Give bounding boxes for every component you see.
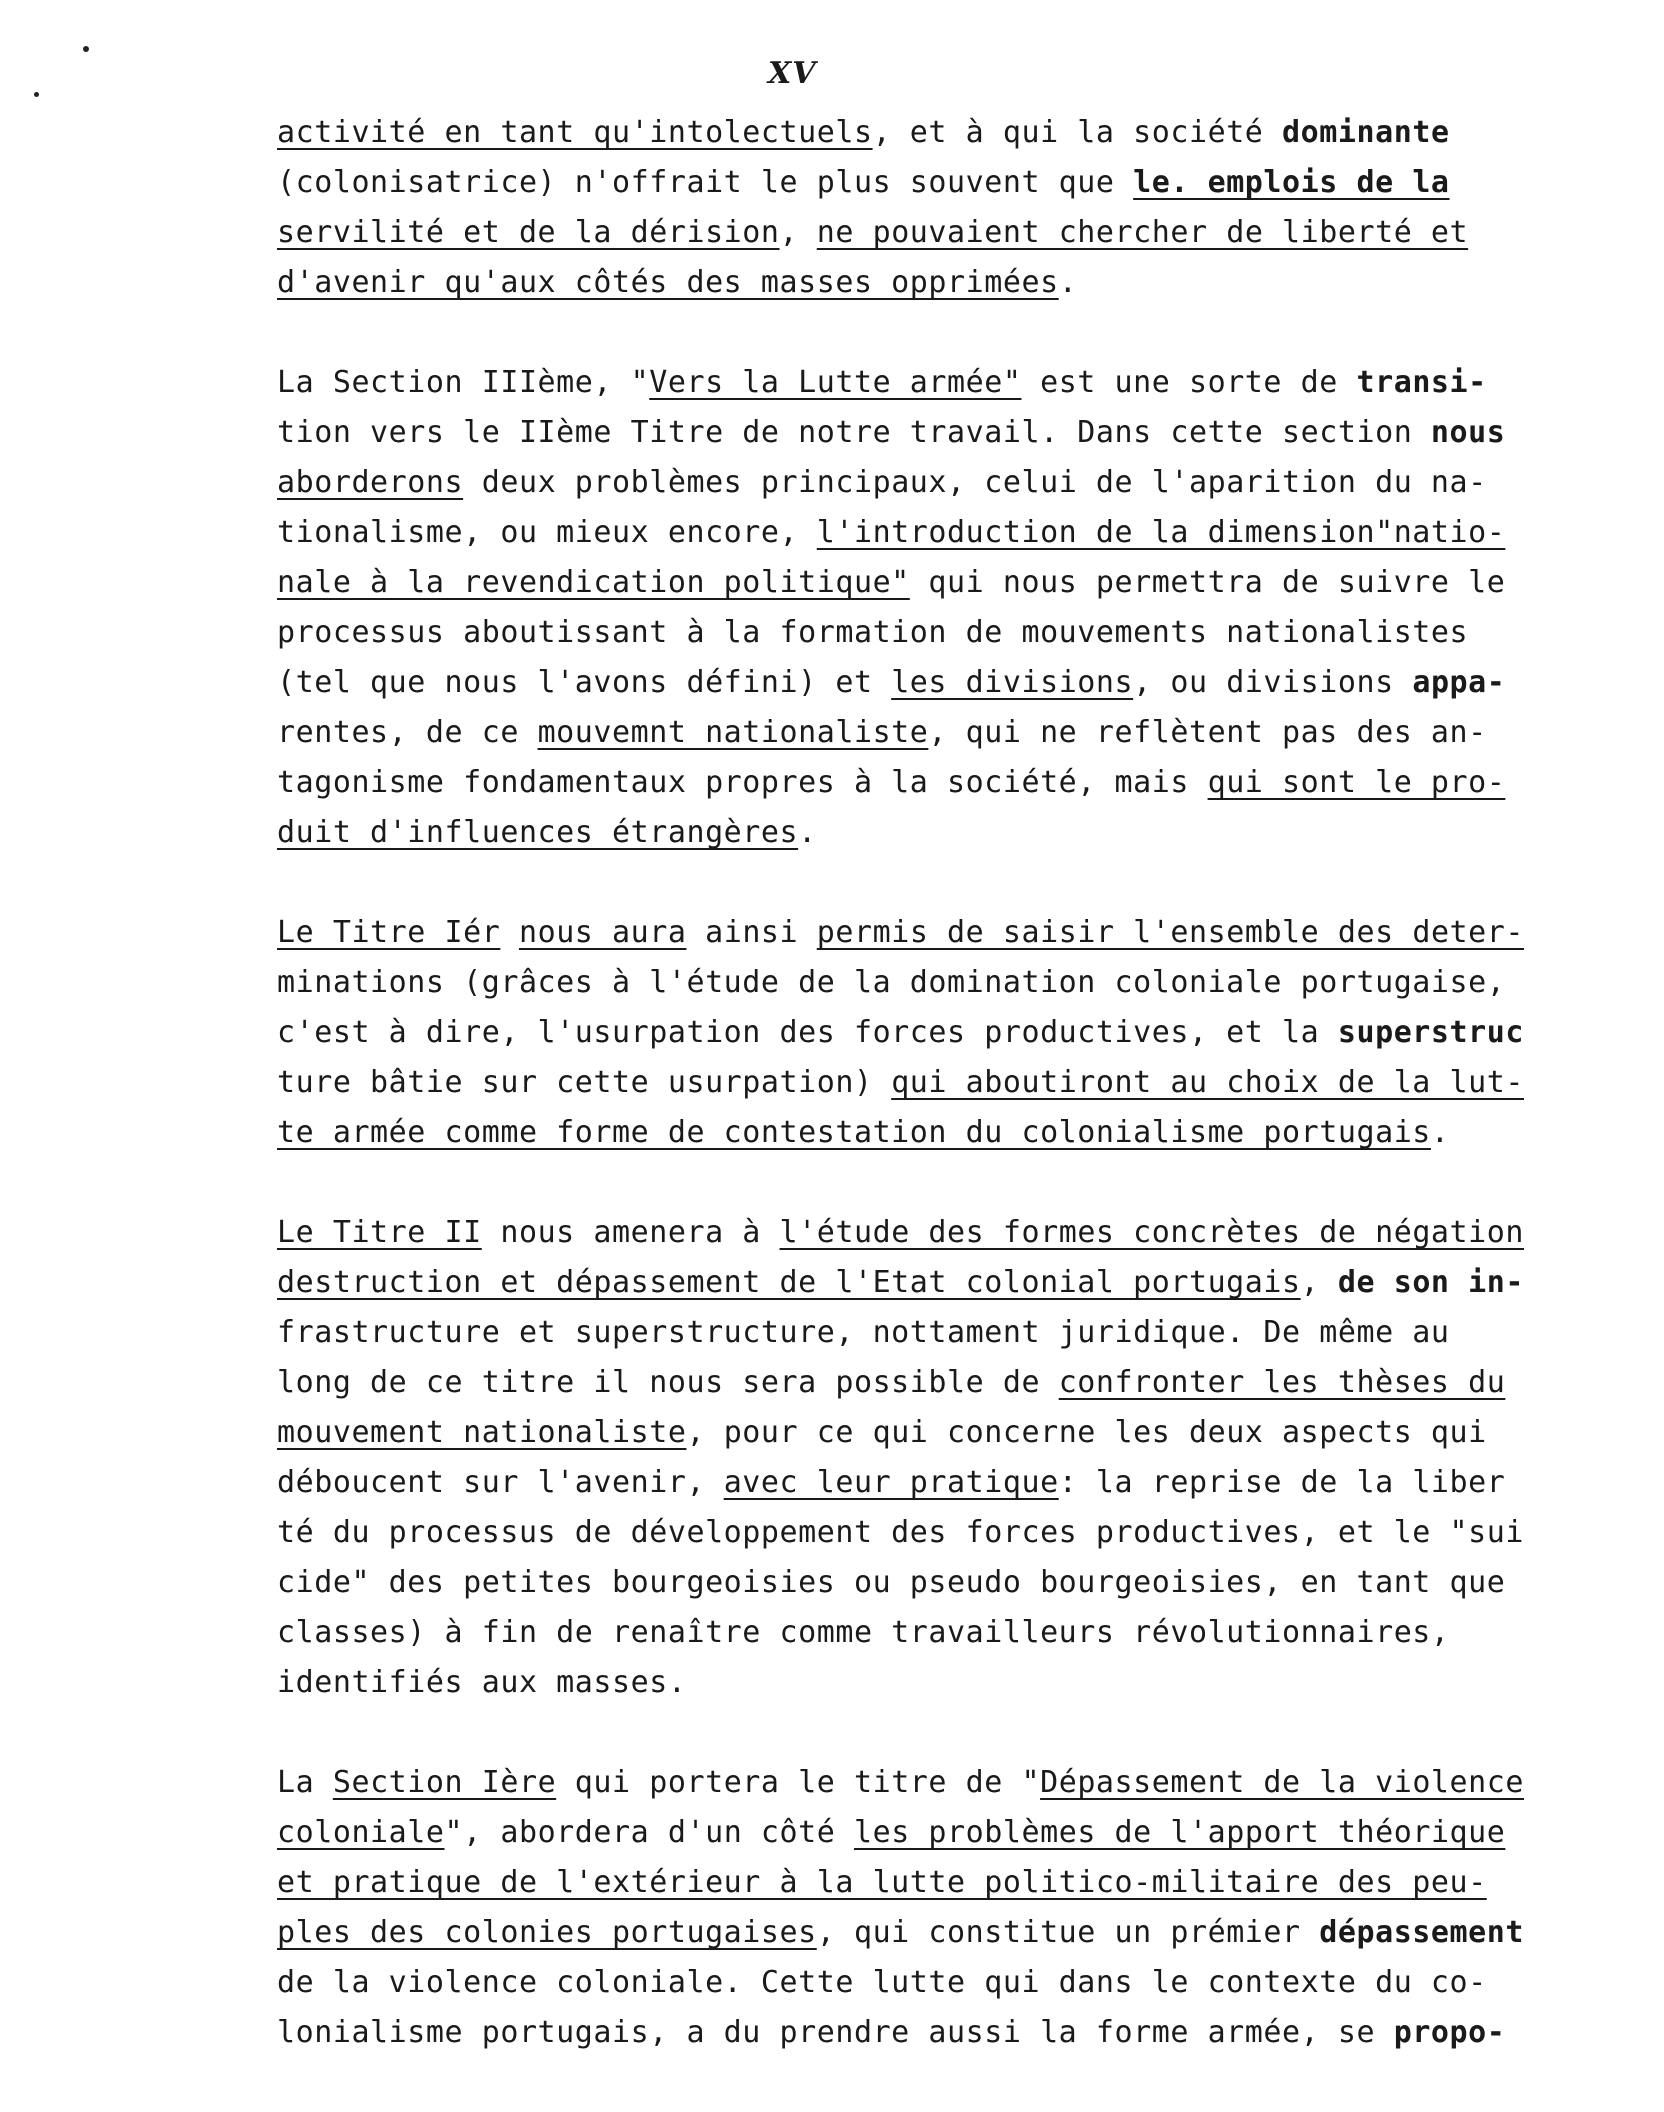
paragraph: [277, 1208, 1647, 1708]
text-segment: ", abordera d'un côté: [444, 1815, 854, 1850]
text-segment: tagonisme fondamentaux propres à la société, mais: [277, 765, 1208, 800]
text-line: [277, 208, 1647, 258]
text-segment: , qui ne reflètent pas des an-: [928, 715, 1487, 750]
underlined-text: avec leur pratique: [723, 1465, 1059, 1500]
underlined-text: Le Titre Iér: [277, 915, 501, 950]
underlined-text: coloniale: [277, 1815, 445, 1850]
text-segment: minations (grâces à l'étude de la domination coloniale portugaise,: [277, 965, 1506, 1000]
text-segment: , ou divisions: [1133, 665, 1413, 700]
text-line: [277, 608, 1647, 658]
text-line: [277, 1808, 1647, 1858]
underlined-text: d'avenir qu'aux côtés des masses opprimées: [277, 265, 1059, 300]
text-segment: .: [1430, 1115, 1450, 1150]
underlined-text: mouvement nationaliste: [277, 1415, 687, 1450]
text-line: [277, 1758, 1647, 1808]
paragraph: [277, 908, 1647, 1158]
text-segment: La Section IIIème, ": [277, 365, 650, 400]
paragraph-gap: [277, 1708, 1647, 1758]
underlined-text: le. emplois de la: [1133, 165, 1450, 200]
paragraph: [277, 358, 1647, 858]
underlined-text: qui aboutiront au choix de la lut-: [891, 1065, 1524, 1100]
scan-speck: [34, 92, 39, 97]
text-line: [277, 1908, 1647, 1958]
text-segment: ture bâtie sur cette usurpation): [277, 1065, 892, 1100]
underlined-text: l'introduction de la dimension"natio-: [816, 515, 1506, 550]
underlined-text: nous aura: [518, 915, 687, 950]
underlined-text: Vers la Lutte armée": [649, 365, 1022, 400]
text-segment: rentes, de ce: [277, 715, 538, 750]
text-segment: [500, 915, 519, 950]
underlined-text: aborderons: [277, 465, 464, 500]
underlined-text: Dépassement de la violence: [1040, 1765, 1524, 1800]
underlined-text: Le Titre II: [277, 1215, 482, 1250]
text-segment: , qui constitue un prémier: [816, 1915, 1320, 1950]
text-segment: c'est à dire, l'usurpation des forces productives, et la: [277, 1015, 1338, 1050]
text-line: [277, 1858, 1647, 1908]
text-segment: processus aboutissant à la formation de mouvements nationalistes: [277, 615, 1469, 650]
text-line: [277, 2008, 1647, 2058]
text-segment: frastructure et superstructure, nottament juridique. De même au: [277, 1315, 1450, 1350]
text-segment: qui portera le titre de ": [556, 1765, 1041, 1800]
text-segment: dépassement: [1319, 1915, 1524, 1950]
text-line: [277, 658, 1647, 708]
text-line: [277, 408, 1647, 458]
text-line: [277, 358, 1647, 408]
underlined-text: les divisions: [891, 665, 1134, 700]
text-segment: dominante: [1282, 115, 1450, 150]
text-segment: té du processus de développement des forces productives, et le "sui: [277, 1515, 1524, 1550]
text-segment: cide" des petites bourgeoisies ou pseudo bourgeoisies, en tant que: [277, 1565, 1506, 1600]
underlined-text: activité en tant qu'intolectuels: [277, 115, 873, 150]
text-segment: long de ce titre il nous sera possible de: [277, 1365, 1059, 1400]
paragraph-gap: [277, 858, 1647, 908]
text-line: [277, 1258, 1647, 1308]
text-segment: appa-: [1412, 665, 1506, 700]
text-segment: lonialisme portugais, a du prendre aussi la forme armée, se: [277, 2015, 1394, 2050]
text-segment: classes) à fin de renaître comme travailleurs révolutionnaires,: [277, 1615, 1469, 1650]
text-line: [277, 1658, 1647, 1708]
text-segment: nous: [1430, 415, 1506, 450]
text-line: [277, 758, 1647, 808]
text-segment: superstruc: [1337, 1015, 1524, 1050]
underlined-text: duit d'influences étrangères: [277, 815, 799, 850]
underlined-text: destruction et dépassement de l'Etat colonial portugais: [277, 1265, 1301, 1300]
text-line: [277, 1508, 1647, 1558]
page-number: XV: [768, 56, 817, 91]
paragraph-gap: [277, 1158, 1647, 1208]
text-line: [277, 1608, 1647, 1658]
text-line: [277, 1308, 1647, 1358]
underlined-text: servilité et de la dérision: [277, 215, 780, 250]
paragraph: [277, 1758, 1647, 2058]
text-segment: , pour ce qui concerne les deux aspects qui: [686, 1415, 1487, 1450]
text-segment: (colonisatrice) n'offrait le plus souvent que: [277, 165, 1134, 200]
text-segment: déboucent sur l'avenir,: [277, 1465, 724, 1500]
body-text: [277, 108, 1647, 2058]
text-segment: transi-: [1356, 365, 1487, 400]
paragraph-gap: [277, 308, 1647, 358]
text-line: [277, 1058, 1647, 1108]
text-line: [277, 1458, 1647, 1508]
text-segment: La: [277, 1765, 333, 1800]
underlined-text: et pratique de l'extérieur à la lutte politico-militaire des peu-: [277, 1865, 1487, 1900]
text-segment: est une sorte de: [1021, 365, 1357, 400]
text-line: [277, 558, 1647, 608]
text-segment: : la reprise de la liber: [1058, 1465, 1506, 1500]
text-line: [277, 1108, 1647, 1158]
text-segment: ainsi: [686, 915, 817, 950]
underlined-text: qui sont le pro-: [1207, 765, 1506, 800]
text-segment: de la violence coloniale. Cette lutte qui dans le contexte du co-: [277, 1965, 1487, 2000]
text-line: [277, 158, 1647, 208]
text-segment: (tel que nous l'avons défini) et: [277, 665, 892, 700]
text-line: [277, 1208, 1647, 1258]
text-line: [277, 108, 1647, 158]
underlined-text: mouvemnt nationaliste: [537, 715, 929, 750]
underlined-text: nale à la revendication politique": [277, 565, 910, 600]
text-segment: tionalisme, ou mieux encore,: [277, 515, 817, 550]
text-line: [277, 1408, 1647, 1458]
underlined-text: Section Ière: [332, 1765, 557, 1800]
text-segment: .: [798, 815, 817, 850]
text-line: [277, 258, 1647, 308]
text-segment: .: [1058, 265, 1078, 300]
underlined-text: permis de saisir l'ensemble des deter-: [816, 915, 1525, 950]
text-line: [277, 1558, 1647, 1608]
text-line: [277, 1358, 1647, 1408]
text-line: [277, 958, 1647, 1008]
text-segment: qui nous permettra de suivre le: [909, 565, 1506, 600]
underlined-text: confronter les thèses du: [1058, 1365, 1506, 1400]
text-segment: ,: [779, 215, 817, 250]
text-segment: de son in-: [1337, 1265, 1524, 1300]
text-line: [277, 808, 1647, 858]
text-line: [277, 508, 1647, 558]
text-line: [277, 1008, 1647, 1058]
underlined-text: les problèmes de l'apport théorique: [853, 1815, 1506, 1850]
text-line: [277, 908, 1647, 958]
text-segment: deux problèmes principaux, celui de l'aparition du na-: [463, 465, 1487, 500]
underlined-text: ples des colonies portugaises: [277, 1915, 817, 1950]
text-line: [277, 1958, 1647, 2008]
text-segment: identifiés aux masses.: [277, 1665, 687, 1700]
text-segment: propo-: [1393, 2015, 1506, 2050]
text-segment: ,: [1300, 1265, 1338, 1300]
scan-speck: [83, 46, 89, 52]
underlined-text: te armée comme forme de contestation du colonialisme portugais: [277, 1115, 1431, 1150]
underlined-text: ne pouvaient chercher de liberté et: [816, 215, 1469, 250]
text-line: [277, 708, 1647, 758]
underlined-text: l'étude des formes concrètes de négation: [779, 1215, 1524, 1250]
text-segment: , et à qui la société: [872, 115, 1283, 150]
text-segment: tion vers le IIème Titre de notre travail. Dans cette section: [277, 415, 1431, 450]
paragraph: [277, 108, 1647, 308]
text-segment: nous amenera à: [481, 1215, 780, 1250]
text-line: [277, 458, 1647, 508]
